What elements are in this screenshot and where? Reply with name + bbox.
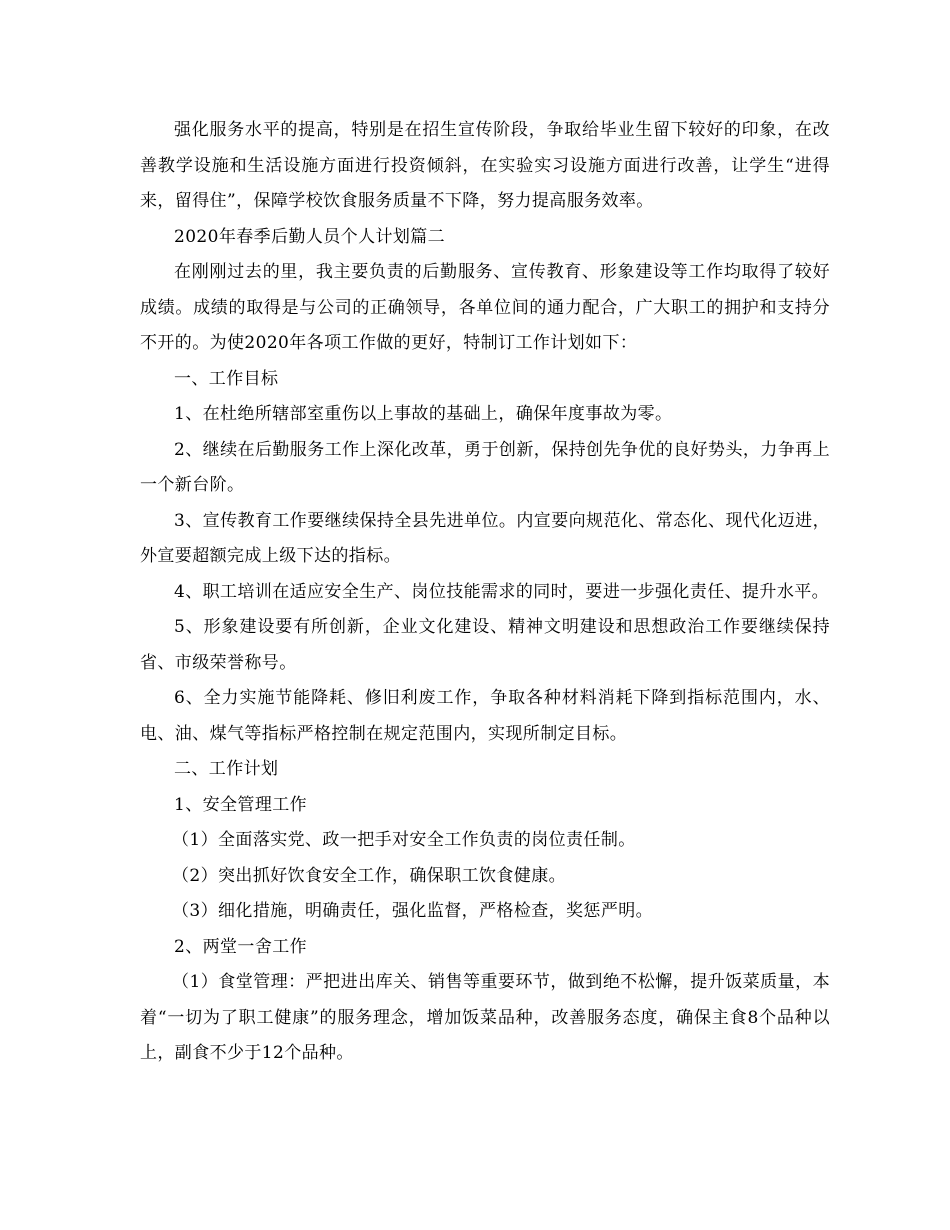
goal-item-5: 5、形象建设要有所创新，企业文化建设、精神文明建设和思想政治工作要继续保持省、市级荣誉称号。	[140, 617, 830, 673]
document-page	[140, 113, 830, 1072]
goal-item-1: 1、在杜绝所辖部室重伤以上事故的基础上，确保年度事故为零。	[174, 404, 673, 424]
safety-subitem-1: （1）全面落实党、政一把手对安全工作负责的岗位责任制。	[172, 830, 636, 850]
goal-item-6: 6、全力实施节能降耗、修旧利废工作，争取各种材料消耗下降到指标范围内，水、电、油、煤气等指标严格控制在规定范围内，实现所制定目标。	[140, 688, 830, 744]
goal-item-2: 2、继续在后勤服务工作上深化改革，勇于创新，保持创先争优的良好势头，力争再上一个新台阶。	[140, 439, 830, 495]
section-title-plan-two: 2020年春季后勤人员个人计划篇二	[174, 226, 446, 247]
plan-item-safety: 1、安全管理工作	[174, 794, 308, 815]
heading-work-goals: 一、工作目标	[174, 368, 279, 389]
heading-work-plan: 二、工作计划	[174, 759, 279, 779]
goal-item-3: 3、宣传教育工作要继续保持全县先进单位。内宣要向规范化、常态化、现代化迈进，外宣要超额完成上级下达的指标。	[140, 510, 830, 566]
goal-item-4: 4、职工培训在适应安全生产、岗位技能需求的同时，要进一步强化责任、提升水平。	[174, 581, 830, 602]
plan-item-facilities: 2、两堂一舍工作	[174, 936, 308, 957]
safety-subitem-3: （3）细化措施，明确责任，强化监督，严格检查，奖惩严明。	[172, 901, 654, 921]
paragraph-intro: 在刚刚过去的里，我主要负责的后勤服务、宣传教育、形象建设等工作均取得了较好成绩。成绩的取得是与公司的正确领导，各单位间的通力配合，广大职工的拥护和支持分不开的。为使2020年各项工作做的更好，特制订工作计划如下：	[140, 262, 830, 353]
safety-subitem-2: （2）突出抓好饮食安全工作，确保职工饮食健康。	[172, 865, 567, 886]
paragraph-service-improvement: 强化服务水平的提高，特别是在招生宣传阶段，争取给毕业生留下较好的印象，在改善教学设施和生活设施方面进行投资倾斜，在实验实习设施方面进行改善，让学生“进得来，留得住”，保障学校饮食服务质量不下降，努力提高服务效率。	[140, 120, 830, 211]
facilities-subitem-canteen: （1）食堂管理：严把进出库关、销售等重要环节，做到绝不松懈，提升饭菜质量，本着“一切为了职工健康”的服务理念，增加饭菜品种，改善服务态度，确保主食8个品种以上，副食不少于12个品种。	[140, 972, 830, 1063]
